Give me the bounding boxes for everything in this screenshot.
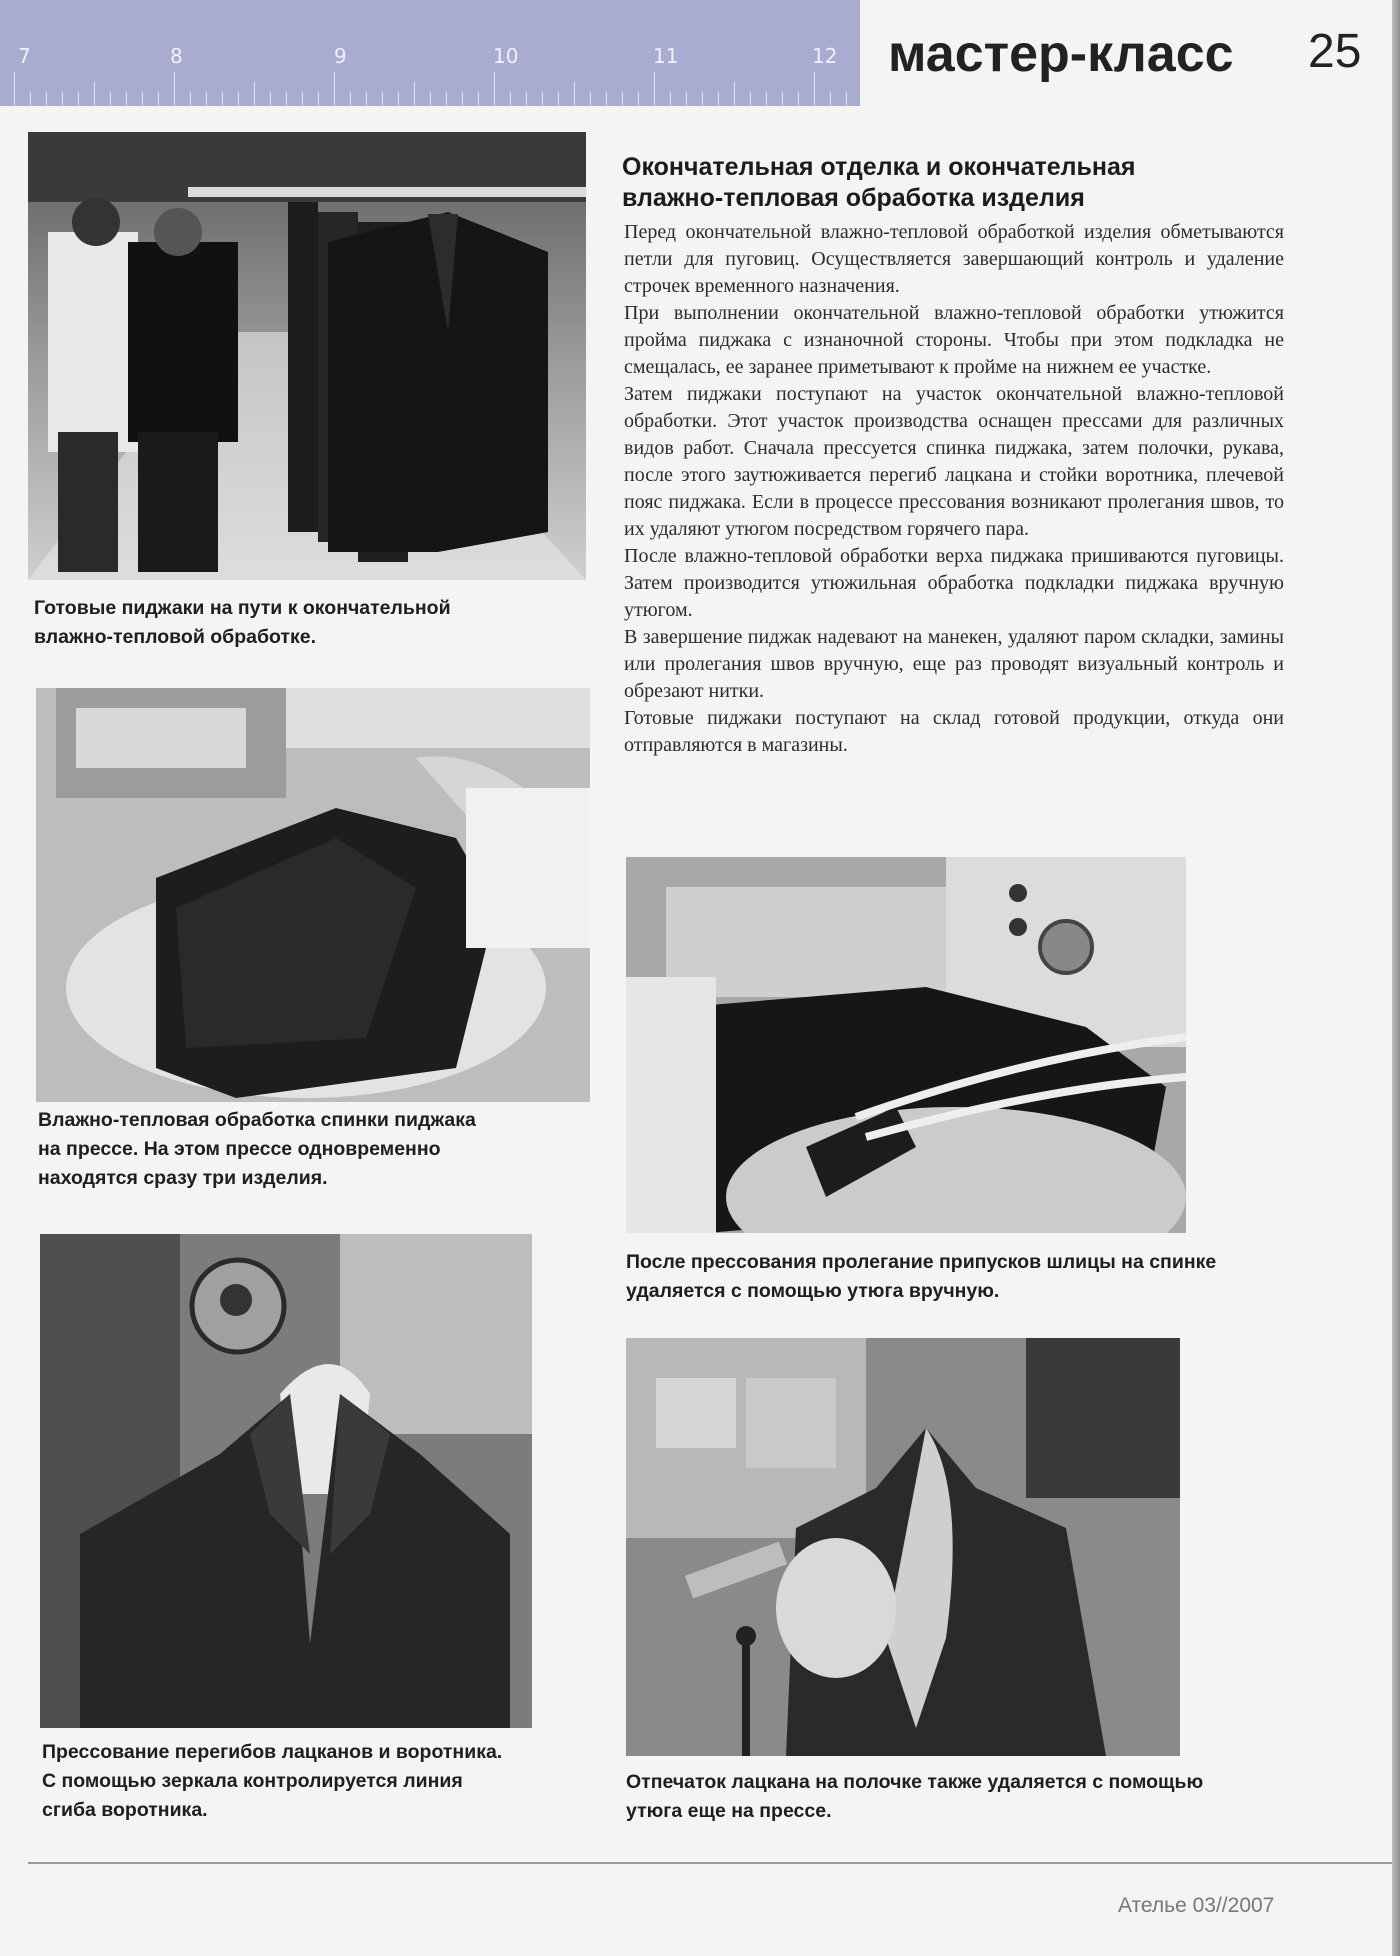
ruler-tick	[766, 92, 767, 106]
caption-line: Прессование перегибов лацканов и воротника.	[42, 1741, 503, 1763]
ruler-tick	[350, 92, 351, 106]
ruler-tick	[622, 92, 623, 106]
ruler-tick	[798, 92, 799, 106]
ruler-tick	[478, 92, 479, 106]
ruler-tick	[174, 72, 175, 106]
ruler-tick	[462, 92, 463, 106]
ruler-tick	[558, 92, 559, 106]
ruler-number: 9	[334, 44, 347, 68]
ruler-tick	[606, 92, 607, 106]
ruler-tick	[542, 92, 543, 106]
ruler-tick	[142, 92, 143, 106]
ruler-tick	[494, 72, 495, 106]
caption-line: Отпечаток лацкана на полочке также удаляется с помощью	[626, 1771, 1204, 1793]
article-title-line: Окончательная отделка и окончательная	[622, 153, 1136, 181]
ruler-tick	[414, 82, 415, 106]
article-body	[624, 219, 1284, 759]
ruler-tick	[446, 92, 447, 106]
ruler-number: 7	[18, 44, 31, 68]
photo-iron-slit	[626, 857, 1186, 1233]
ruler-number: 11	[653, 44, 679, 68]
caption-photo2	[38, 1106, 598, 1193]
footer-issue: Ателье 03//2007	[1118, 1894, 1275, 1917]
caption-line: находятся сразу три изделия.	[38, 1167, 328, 1189]
caption-photo5	[626, 1768, 1346, 1826]
caption-line: влажно-тепловой обработке.	[34, 626, 316, 648]
ruler-tick	[158, 92, 159, 106]
ruler-number: 8	[170, 44, 183, 68]
ruler-tick	[510, 92, 511, 106]
ruler-tick	[654, 72, 655, 106]
article-paragraph: Готовые пиджаки поступают на склад готовой продукции, откуда они отправляются в магазины.	[624, 707, 1284, 756]
article-paragraph: Затем пиджаки поступают на участок окончательной влажно-тепловой обработки. Этот участок производства оснащен прессами для различных видов работ. Сначала прессуется спинка пиджака, затем полочки, рукава, после этого заутюживается перегиб лацкана и стойки воротника, плечевой пояс пиджака. Если в процессе прессования возникают пролегания швов, то их удаляют утюгом посредством горячего пара.	[624, 383, 1284, 540]
ruler-tick	[670, 92, 671, 106]
ruler-tick	[334, 72, 335, 106]
photo-jackets-on-rail	[28, 132, 586, 580]
ruler-tick	[718, 92, 719, 106]
ruler-tick	[318, 92, 319, 106]
article-title-line: влажно-тепловая обработка изделия	[622, 184, 1085, 212]
caption-line: утюга еще на прессе.	[626, 1800, 832, 1822]
ruler-tick	[270, 92, 271, 106]
ruler-header	[0, 0, 860, 106]
ruler-number: 12	[812, 44, 838, 68]
caption-photo3	[42, 1738, 602, 1825]
ruler-tick	[574, 82, 575, 106]
article-paragraph: После влажно-тепловой обработки верха пиджака пришиваются пуговицы. Затем производится утюжильная обработка подкладки пиджака вручную утюгом.	[624, 545, 1284, 621]
ruler-tick	[30, 92, 31, 106]
ruler-tick	[94, 82, 95, 106]
ruler-tick	[110, 92, 111, 106]
caption-photo4	[626, 1248, 1346, 1306]
ruler-number: 10	[493, 44, 519, 68]
ruler-tick	[814, 72, 815, 106]
caption-line: сгиба воротника.	[42, 1799, 208, 1821]
ruler-tick	[190, 92, 191, 106]
photo-lapel-iron	[626, 1338, 1180, 1756]
caption-line: удаляется с помощью утюга вручную.	[626, 1280, 1000, 1302]
ruler-tick	[590, 92, 591, 106]
ruler-tick	[126, 92, 127, 106]
ruler-tick	[686, 92, 687, 106]
caption-line: Готовые пиджаки на пути к окончательной	[34, 597, 451, 619]
article-paragraph: В завершение пиджак надевают на манекен, удаляют паром складки, замины или пролегания швов вручную, еще раз проводят визуальный контроль и обрезают нитки.	[624, 626, 1284, 702]
caption-line: на прессе. На этом прессе одновременно	[38, 1138, 441, 1160]
ruler-tick	[750, 92, 751, 106]
caption-line: После прессования пролегание припусков шлицы на спинке	[626, 1251, 1217, 1273]
ruler-tick	[254, 82, 255, 106]
ruler-tick	[702, 92, 703, 106]
ruler-tick	[846, 92, 847, 106]
ruler-tick	[398, 92, 399, 106]
ruler-tick	[302, 92, 303, 106]
ruler-tick	[46, 92, 47, 106]
ruler-tick	[782, 92, 783, 106]
ruler-tick	[638, 92, 639, 106]
page-number: 25	[1308, 25, 1362, 78]
ruler-tick	[14, 72, 15, 106]
ruler-tick	[382, 92, 383, 106]
article-title	[622, 152, 1322, 214]
photo-mannequin-mirror	[40, 1234, 532, 1728]
ruler-tick	[206, 92, 207, 106]
ruler-tick	[286, 92, 287, 106]
article-paragraph: Перед окончательной влажно-тепловой обработкой изделия обметываются петли для пуговиц. Осуществляется завершающий контроль и удаление строчек временного назначения.	[624, 221, 1284, 297]
page-edge	[1392, 0, 1400, 1956]
ruler-tick	[526, 92, 527, 106]
ruler-tick	[366, 92, 367, 106]
footer-divider	[28, 1862, 1392, 1864]
caption-photo1	[34, 594, 594, 652]
ruler-tick	[62, 92, 63, 106]
photo-press-back	[36, 688, 590, 1102]
section-title: мастер-класс	[888, 25, 1234, 83]
ruler-tick	[430, 92, 431, 106]
ruler-tick	[78, 92, 79, 106]
caption-line: С помощью зеркала контролируется линия	[42, 1770, 463, 1792]
ruler-tick	[238, 92, 239, 106]
ruler-tick	[734, 82, 735, 106]
article-paragraph: При выполнении окончательной влажно-тепловой обработки утюжится пройма пиджака с изнаночной стороны. Чтобы при этом подкладка не смещалась, ее заранее приметывают к пройме на нижнем ее участке.	[624, 302, 1284, 378]
caption-line: Влажно-тепловая обработка спинки пиджака	[38, 1109, 476, 1131]
ruler-tick	[222, 92, 223, 106]
ruler-tick	[830, 92, 831, 106]
